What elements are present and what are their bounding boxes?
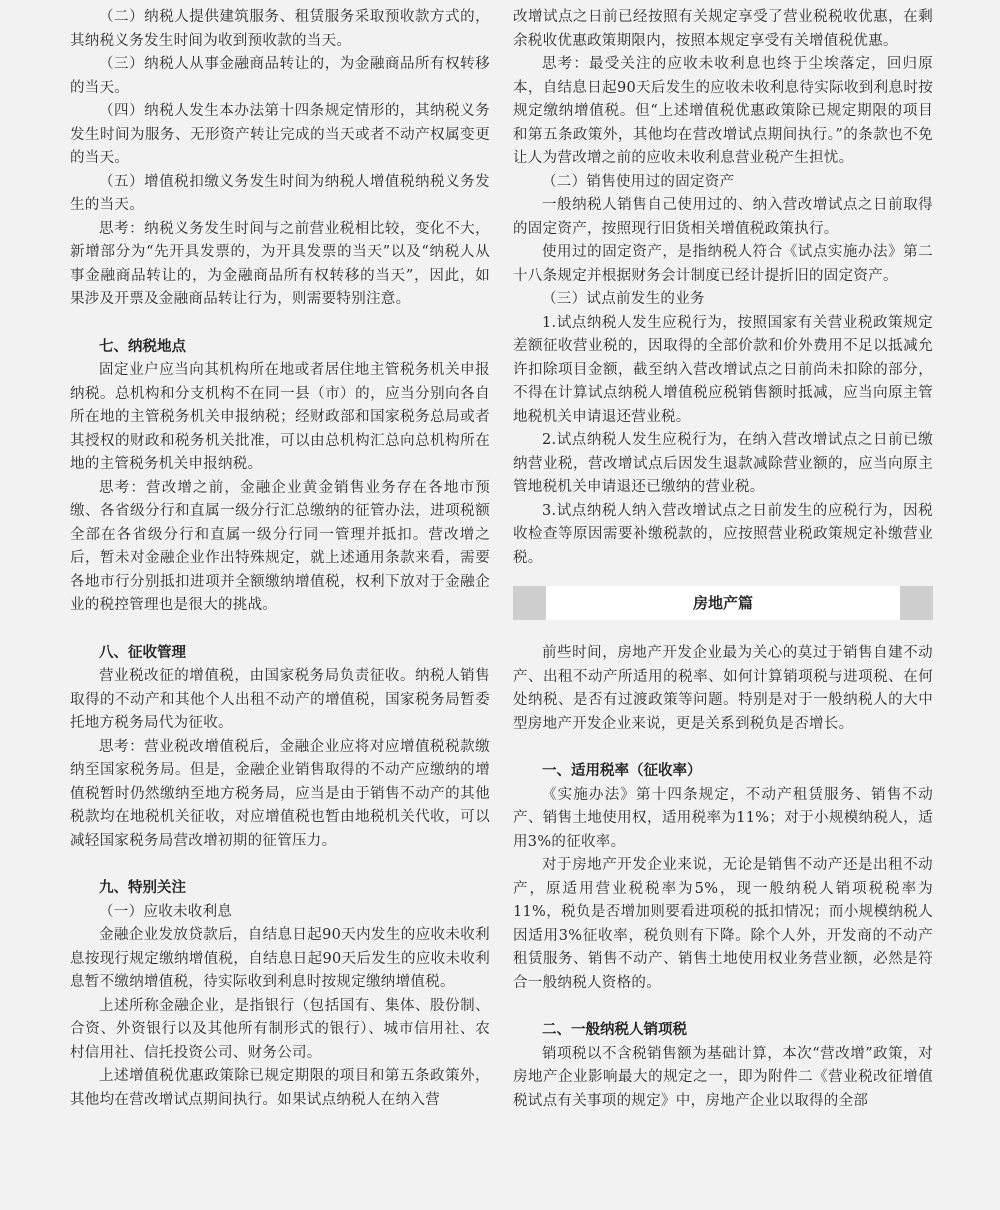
section-banner <box>513 586 933 620</box>
paragraph: 改增试点之日前已经按照有关规定享受了营业税税收优惠，在剩余税收优惠政策期限内，按照本规定享受有关增值税优惠。 <box>513 9 933 49</box>
paragraph: （三）纳税人从事金融商品转让的，为金融商品所有权转移的当天。 <box>70 56 490 96</box>
paragraph: （五）增值税扣缴义务发生时间为纳税人增值税纳税义务发生的当天。 <box>70 173 490 213</box>
paragraph: 销项税以不含税销售额为基础计算，本次“营改增”政策，对房地产企业影响最大的规定之一，即为附件二《营业税改征增值税试点有关事项的规定》中，房地产企业以取得的全部 <box>513 1045 933 1109</box>
paragraph: 一般纳税人销售自己使用过的、纳入营改增试点之日前取得的固定资产，按照现行旧货相关增值税政策执行。 <box>513 197 933 237</box>
banner-title: 房地产篇 <box>692 594 753 612</box>
section-heading-tax-location: 七、纳税地点 <box>99 338 186 355</box>
left-column <box>70 6 490 1112</box>
paragraph: 对于房地产开发企业来说，无论是销售不动产还是出租不动产，原适用营业税税率为5%，现一般纳税人销项税税率为11%，税负是否增加则要看进项税的抵扣情况；而小规模纳税人因适用3%征收率，税负则有下降。除个人外，开发商的不动产租赁服务、销售不动产、销售土地使用权业务营业额，必然是符合一般纳税人资格的。 <box>513 857 933 991</box>
paragraph: 2.试点纳税人发生应税行为，在纳入营改增试点之日前已缴纳营业税，营改增试点后因发生退款减除营业额的，应当向原主管地税机关申请退还已缴纳的营业税。 <box>513 432 933 495</box>
paragraph: 上述增值税优惠政策除已规定期限的项目和第五条政策外，其他均在营改增试点期间执行。如果试点纳税人在纳入营 <box>70 1068 490 1108</box>
right-column <box>513 6 933 1113</box>
paragraph: （四）纳税人发生本办法第十四条规定情形的，其纳税义务发生时间为服务、无形资产转让完成的当天或者不动产权属变更的当天。 <box>70 103 490 166</box>
section-heading-output-tax: 二、一般纳税人销项税 <box>542 1022 687 1038</box>
paragraph: 思考：营改增之前，金融企业黄金销售业务存在各地市预缴、各省级分行和直属一级分行汇总缴纳的征管办法，进项税额全部在各省级分行和直属一级分行同一管理并抵扣。营改增之后，暂未对金融企业作出特殊规定，就上述通用条款来看，需要各地市行分别抵扣进项并全额缴纳增值税，权利下放对于金融企业的税控管理也是很大的挑战。 <box>70 479 490 613</box>
paragraph: 使用过的固定资产，是指纳税人符合《试点实施办法》第二十八条规定并根据财务会计制度已经计提折旧的固定资产。 <box>513 244 933 284</box>
paragraph: 3.试点纳税人纳入营改增试点之日前发生的应税行为，因税收检查等原因需要补缴税款的，应按照营业税政策规定补缴营业税。 <box>513 502 933 566</box>
paragraph: 固定业户应当向其机构所在地或者居住地主管税务机关申报纳税。总机构和分支机构不在同一县（市）的，应当分别向各自所在地的主管税务机关申报纳税；经财政部和国家税务总局或者其授权的财政和税务机关批准，可以由总机构汇总向总机构所在地的主管税务机关申报纳税。 <box>70 362 490 472</box>
subheading: （一）应收未收利息 <box>99 903 233 920</box>
paragraph: （二）纳税人提供建筑服务、租赁服务采取预收款方式的，其纳税义务发生时间为收到预收款的当天。 <box>70 9 490 49</box>
paragraph: 思考：纳税义务发生时间与之前营业税相比较，变化不大，新增部分为“先开具发票的，为开具发票的当天”以及“纳税人从事金融商品转让的，为金融商品所有权转移的当天”，因此，如果涉及开票及金融商品转让行为，则需要特别注意。 <box>70 220 490 307</box>
paragraph: 上述所称金融企业，是指银行（包括国有、集体、股份制、合资、外资银行以及其他所有制形式的银行）、城市信用社、农村信用社、信托投资公司、财务公司。 <box>70 997 490 1061</box>
paragraph: 金融企业发放贷款后，自结息日起90天内发生的应收未收利息按现行规定缴纳增值税，自结息日起90天后发生的应收未收利息暂不缴纳增值税，待实际收到利息时按规定缴纳增值税。 <box>70 927 490 990</box>
paragraph: 营业税改征的增值税，由国家税务局负责征收。纳税人销售取得的不动产和其他个人出租不动产的增值税，国家税务局暂委托地方税务局代为征收。 <box>70 668 490 731</box>
paragraph: 1.试点纳税人发生应税行为，按照国家有关营业税政策规定差额征收营业税的，因取得的全部价款和价外费用不足以抵减允许扣除项目金额，截至纳入营改增试点之日前尚未扣除的部分，不得在计算试点纳税人增值税应税销售额时抵减，应当向原主管地税机关申请退还营业税。 <box>513 314 933 425</box>
paragraph: 思考：营业税改增值税后，金融企业应将对应增值税税款缴纳至国家税务局。但是，金融企业销售取得的不动产应缴纳的增值税暂时仍然缴纳至地方税务局，应当是由于销售不动产的其他税款均在地税机关征收，对应增值税也暂由地税机关代收，可以减轻国家税务局营改增初期的征管压力。 <box>70 738 490 849</box>
paragraph: 思考：最受关注的应收未收利息也终于尘埃落定，回归原本，自结息日起90天后发生的应收未收利息待实际收到利息时按规定缴纳增值税。但“上述增值税优惠政策除已规定期限的项目和第五条政策外，其他均在营改增试点期间执行。”的条款也不免让人为营改增之前的应收未收利息营业税产生担忧。 <box>513 56 933 166</box>
section-heading-special-attention: 九、特别关注 <box>99 880 186 896</box>
banner-block-right <box>900 586 933 620</box>
subheading: （二）销售使用过的固定资产 <box>542 173 735 190</box>
section-heading-collection-management: 八、征收管理 <box>99 644 186 661</box>
paragraph: 前些时间，房地产开发企业最为关心的莫过于销售自建不动产、出租不动产所适用的税率、如何计算销项税与进项税、在何处纳税、是否有过渡政策等问题。特别是对于一般纳税人的大中型房地产开发企业来说，更是关系到税负是否增长。 <box>513 645 933 732</box>
subheading: （三）试点前发生的业务 <box>542 291 705 307</box>
paragraph: 《实施办法》第十四条规定，不动产租赁服务、销售不动产、销售土地使用权，适用税率为11%；对于小规模纳税人，适用3%的征收率。 <box>513 786 933 850</box>
section-heading-tax-rate: 一、适用税率（征收率） <box>542 763 702 779</box>
